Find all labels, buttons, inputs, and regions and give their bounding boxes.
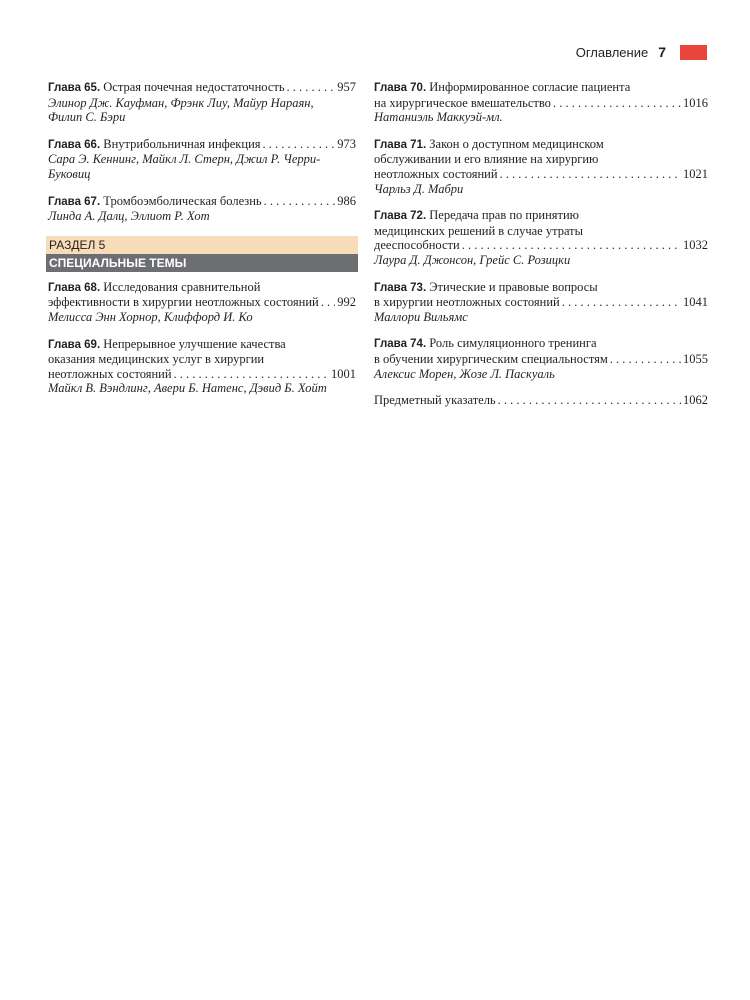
chapter-title <box>374 336 708 366</box>
dot-leader <box>174 367 329 382</box>
chapter-label: Глава 68. <box>48 281 101 294</box>
title-line <box>48 280 356 296</box>
chapter-title <box>374 137 708 182</box>
chapter-label: Глава 67. <box>48 195 101 208</box>
toc-entry[interactable] <box>48 137 356 182</box>
toc-entry[interactable] <box>48 80 356 125</box>
title-text: в хирургии неотложных состояний <box>374 295 560 310</box>
toc-right-column <box>374 80 708 420</box>
toc-entry[interactable] <box>374 137 708 196</box>
title-text: Закон о доступном медицинском <box>429 136 604 151</box>
section-band <box>46 236 358 272</box>
title-line <box>374 80 708 96</box>
title-last-line <box>48 367 356 382</box>
chapter-authors: Мелисса Энн Хорнор, Клиффорд И. Ко <box>48 309 253 324</box>
title-text: Этические и правовые вопросы <box>429 279 598 294</box>
title-last-line <box>374 167 708 182</box>
title-last-line <box>48 194 356 210</box>
chapter-title <box>48 280 356 310</box>
dot-leader <box>321 295 336 310</box>
page-ref: 992 <box>337 295 356 310</box>
section-label: РАЗДЕЛ 5 <box>46 236 358 254</box>
page-ref: 1001 <box>331 366 356 381</box>
page-ref: 1021 <box>683 166 708 181</box>
title-last-line <box>374 238 708 253</box>
index-line <box>374 393 708 408</box>
title-text: дееспособности <box>374 238 460 253</box>
title-last-line <box>48 80 356 96</box>
title-text: неотложных состояний <box>374 166 498 181</box>
toc-entry[interactable] <box>374 280 708 325</box>
chapter-title <box>374 280 708 310</box>
chapter-authors: Натаниэль Маккуэй-мл. <box>374 110 503 125</box>
chapter-authors: Линда А. Далц, Эллиот Р. Хот <box>48 209 210 224</box>
toc-entries-right <box>374 80 708 381</box>
title-text: Роль симуляционного тренинга <box>429 336 597 351</box>
toc-entry[interactable] <box>48 280 356 325</box>
dot-leader <box>264 194 336 209</box>
title-text: на хирургическое вмешательство <box>374 95 551 110</box>
chapter-authors: Сара Э. Кеннинг, Майкл Л. Стерн, Джил Р. Черри-Буковиц <box>48 152 321 181</box>
title-text: Непрерывное улучшение качества <box>103 336 286 351</box>
title-text: Передача прав по принятию <box>429 208 579 223</box>
toc-entry-index[interactable] <box>374 393 708 408</box>
chapter-authors: Чарльз Д. Мабри <box>374 181 464 196</box>
dot-leader <box>287 80 336 95</box>
chapter-title <box>374 80 708 110</box>
page-ref: 1032 <box>683 238 708 253</box>
title-text: Острая почечная недостаточность <box>103 80 285 94</box>
title-text: в обучении хирургическим специальностям <box>374 351 608 366</box>
dot-leader <box>553 96 681 111</box>
title-last-line <box>48 137 356 153</box>
toc-left-column <box>48 80 356 408</box>
title-line <box>374 137 708 153</box>
title-line <box>374 336 708 352</box>
title-text: Тромбоэмболическая болезнь <box>103 193 262 208</box>
dot-leader <box>263 137 336 152</box>
toc-entry[interactable] <box>374 208 708 267</box>
page-ref: 957 <box>337 80 356 94</box>
chapter-label: Глава 74. <box>374 338 427 351</box>
toc-entry[interactable] <box>48 194 356 224</box>
title-text: эффективности в хирургии неотложных состояний <box>48 295 319 310</box>
title-text: обслуживании и его влияние на хирургию <box>374 152 599 167</box>
title-text: неотложных состояний <box>48 366 172 381</box>
title-text: Внутрибольничная инфекция <box>103 136 261 151</box>
chapter-label: Глава 69. <box>48 338 101 351</box>
page-number: 7 <box>658 44 666 60</box>
toc-entries-bottom <box>48 280 356 396</box>
chapter-title <box>48 80 356 96</box>
title-text: оказания медицинских услуг в хирургии <box>48 352 265 367</box>
chapter-authors: Элинор Дж. Кауфман, Фрэнк Лиу, Майур Нараян, <box>48 95 314 110</box>
dot-leader <box>610 352 681 367</box>
toc-entry[interactable] <box>374 80 708 125</box>
title-text: медицинских решений в случае утраты <box>374 223 584 238</box>
title-line <box>374 208 708 224</box>
title-last-line <box>48 295 356 310</box>
title-last-line <box>374 96 708 111</box>
page-ref: 1055 <box>683 351 708 366</box>
chapter-label: Глава 70. <box>374 82 427 94</box>
title-line <box>374 280 708 296</box>
toc-entry[interactable] <box>48 337 356 396</box>
page-ref: 973 <box>337 136 356 151</box>
chapter-label: Глава 72. <box>374 210 427 223</box>
page-ref: 1016 <box>683 95 708 110</box>
title-last-line <box>374 295 708 310</box>
title-text: Информированное согласие пациента <box>429 80 631 94</box>
dot-leader <box>562 295 681 310</box>
section-name: СПЕЦИАЛЬНЫЕ ТЕМЫ <box>46 254 358 272</box>
dot-leader <box>498 393 681 408</box>
chapter-title <box>48 137 356 153</box>
title-line <box>374 224 708 239</box>
header-color-marker <box>680 45 707 60</box>
title-line <box>48 337 356 353</box>
index-label: Предметный указатель <box>374 393 496 408</box>
chapter-title <box>48 337 356 382</box>
title-last-line <box>374 352 708 367</box>
title-text: Исследования сравнительной <box>103 279 261 294</box>
dot-leader <box>500 167 681 182</box>
chapter-title <box>374 208 708 253</box>
chapter-authors: Филип С. Бэри <box>48 110 126 125</box>
page-ref: 1041 <box>683 295 708 310</box>
chapter-label: Глава 65. <box>48 82 101 94</box>
chapter-label: Глава 66. <box>48 138 101 151</box>
chapter-authors: Алексис Морен, Жозе Л. Паскуаль <box>374 366 555 381</box>
chapter-authors: Маллори Вильямс <box>374 309 468 324</box>
index-page: 1062 <box>683 393 708 408</box>
chapter-label: Глава 73. <box>374 281 427 294</box>
running-head <box>576 42 707 62</box>
chapter-label: Глава 71. <box>374 138 427 151</box>
chapter-authors: Майкл В. Вэндлинг, Авери Б. Натенс, Дэвид Б. Хойт <box>48 381 327 396</box>
chapter-authors: Лаура Д. Джонсон, Грейс С. Розицки <box>374 252 571 267</box>
title-line <box>48 352 356 367</box>
chapter-title <box>48 194 356 210</box>
page-ref: 986 <box>337 193 356 208</box>
toc-entries-top <box>48 80 356 224</box>
running-title: Оглавление <box>575 44 649 60</box>
title-line <box>374 152 708 167</box>
dot-leader <box>462 238 681 253</box>
toc-entry[interactable] <box>374 336 708 381</box>
